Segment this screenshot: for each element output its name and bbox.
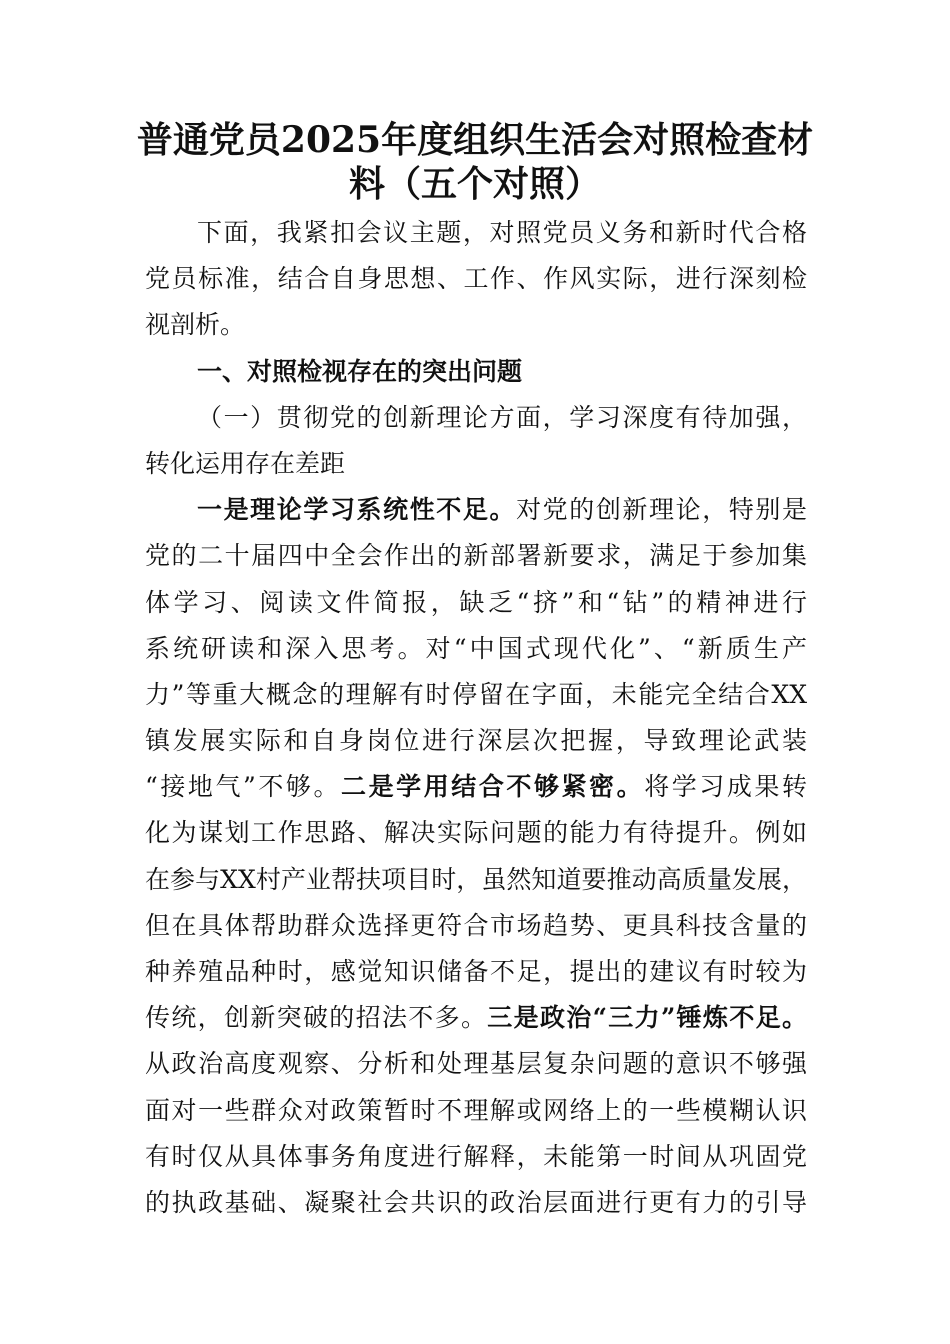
text-segment: 力”等重大概念的理解有时停留在字面，未能完全结合XX xyxy=(145,679,807,709)
text-segment: 对党的创新理论，特别是 xyxy=(516,495,807,525)
text-line xyxy=(145,626,807,672)
text-line xyxy=(145,349,807,395)
text-line xyxy=(145,302,807,348)
text-segment: 转化运用存在差距 xyxy=(145,448,346,478)
text-segment: 将学习成果转 xyxy=(644,772,807,802)
bold-lead-phrase: 二是学用结合不够紧密。 xyxy=(341,772,645,802)
text-segment: 党员标准，结合自身思想、工作、作风实际，进行深刻检 xyxy=(145,264,807,294)
text-line xyxy=(145,533,807,579)
text-line xyxy=(145,441,807,487)
bold-lead-phrase: 一是理论学习系统性不足。 xyxy=(197,495,517,525)
text-segment: 有时仅从具体事务角度进行解释，未能第一时间从巩固党 xyxy=(145,1141,807,1171)
text-segment: （一）贯彻党的创新理论方面，学习深度有待加强， xyxy=(197,402,807,432)
text-line xyxy=(145,580,807,626)
text-segment: 种养殖品种时，感觉知识储备不足，提出的建议有时较为 xyxy=(145,957,807,986)
text-segment: 在参与XX村产业帮扶项目时，虽然知道要推动高质量发展， xyxy=(145,864,807,894)
text-segment: 系统研读和深入思考。对“中国式现代化”、“新质生产 xyxy=(145,633,807,663)
document-body xyxy=(145,210,807,1226)
text-line xyxy=(145,857,807,903)
text-segment: “接地气”不够。 xyxy=(145,772,342,802)
text-line xyxy=(145,718,807,764)
text-segment: 体学习、阅读文件简报，缺乏“挤”和“钻”的精神进行 xyxy=(145,587,807,617)
text-line xyxy=(145,395,807,441)
text-segment: 面对一些群众对政策暂时不理解或网络上的一些模糊认识 xyxy=(145,1095,807,1125)
text-segment: 镇发展实际和自身岗位进行深层次把握，导致理论武装 xyxy=(145,726,807,756)
text-segment: 的执政基础、凝聚社会共识的政治层面进行更有力的引导 xyxy=(145,1187,807,1217)
text-segment: 从政治高度观察、分析和处理基层复杂问题的意识不够强 xyxy=(145,1049,807,1079)
document-title-line-1: 普通党员2025年度组织生活会对照检查材 xyxy=(136,119,814,161)
text-line xyxy=(145,1180,807,1226)
bold-lead-phrase: 三是政治“三力”锤炼不足。 xyxy=(487,1003,807,1033)
text-line xyxy=(145,256,807,302)
text-line xyxy=(145,949,807,995)
text-line xyxy=(145,672,807,718)
text-segment: 但在具体帮助群众选择更符合市场趋势、更具科技含量的 xyxy=(145,910,807,940)
text-line xyxy=(145,764,807,810)
text-line xyxy=(145,1134,807,1180)
text-segment: 党的二十届四中全会作出的新部署新要求，满足于参加集 xyxy=(145,541,807,571)
text-segment: 传统，创新突破的招法不多。 xyxy=(145,1003,488,1033)
text-line xyxy=(145,995,807,1041)
text-line xyxy=(145,487,807,533)
text-line xyxy=(145,903,807,949)
document-title-line-2: 料（五个对照） xyxy=(348,163,601,205)
text-line xyxy=(145,1041,807,1087)
text-line xyxy=(145,810,807,856)
text-line xyxy=(145,210,807,256)
text-segment: 下面，我紧扣会议主题，对照党员义务和新时代合格 xyxy=(197,218,807,247)
text-segment: 视剖析。 xyxy=(145,310,246,340)
text-segment: 化为谋划工作思路、解决实际问题的能力有待提升。例如 xyxy=(145,818,807,848)
text-segment: 一、对照检视存在的突出问题 xyxy=(197,356,523,386)
text-line xyxy=(145,1088,807,1134)
